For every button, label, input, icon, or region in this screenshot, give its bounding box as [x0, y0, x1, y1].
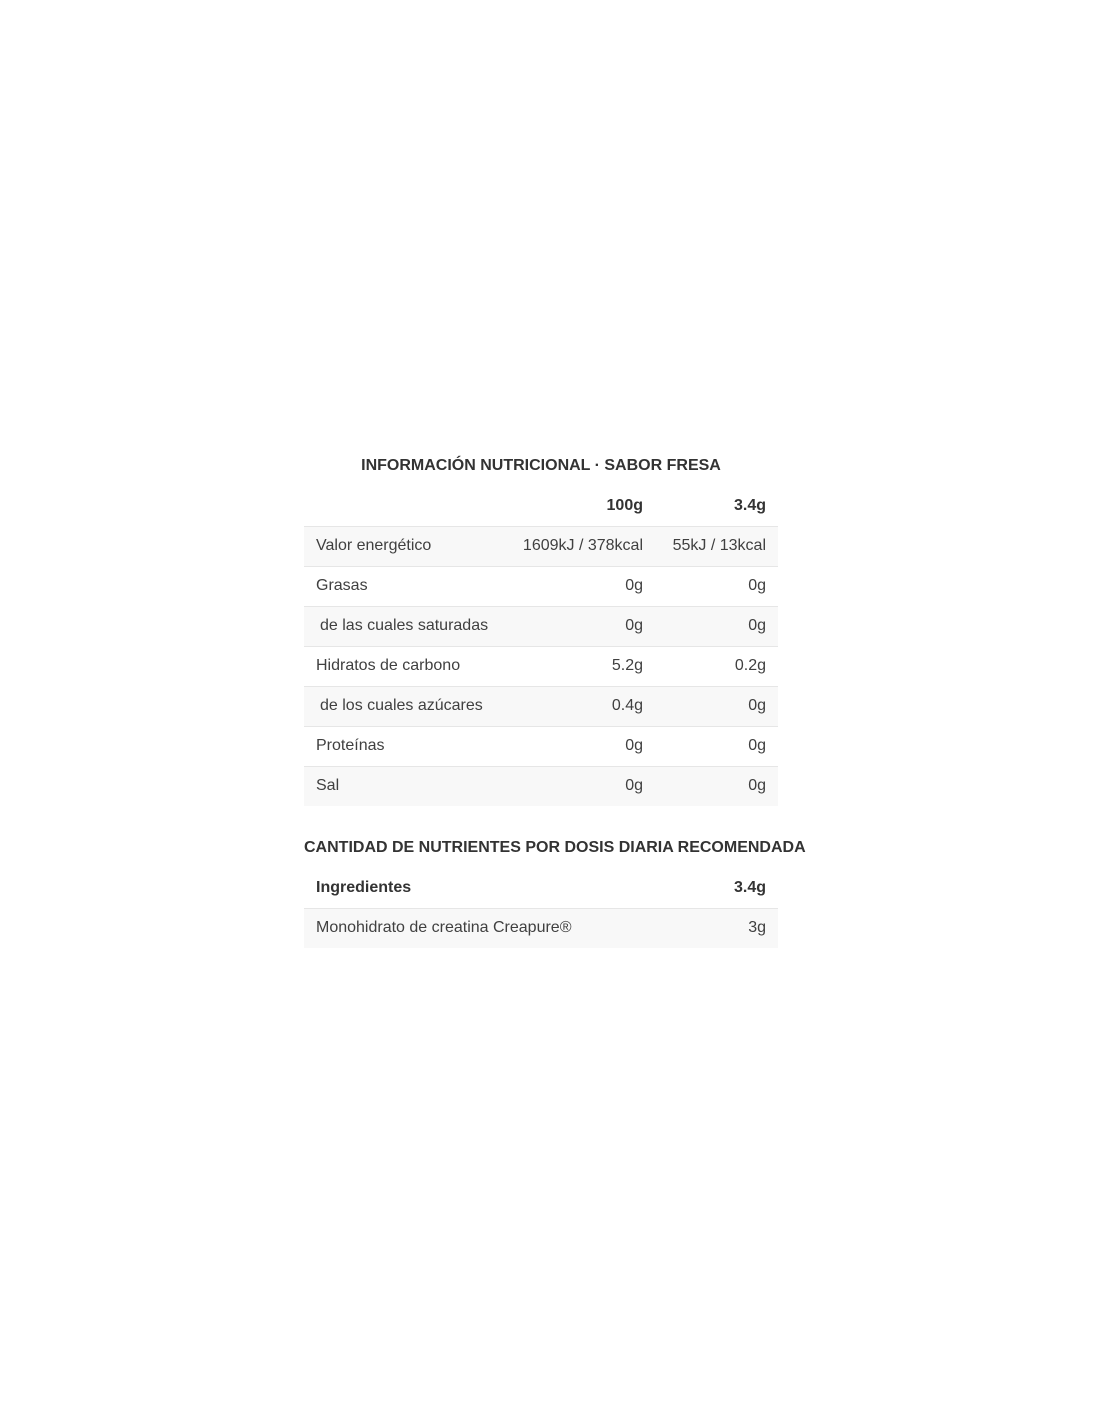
nutrition-panel [304, 446, 806, 948]
nutrition-table [304, 486, 778, 806]
nutrient-per-100g: 0g [625, 737, 643, 754]
nutrition-header-per-serving: 3.4g [733, 496, 766, 514]
ingredient-amount: 3g [748, 919, 766, 937]
table-row [304, 646, 778, 686]
nutrient-per-100g: 0g [625, 777, 643, 795]
nutrient-label: Grasas [316, 577, 368, 594]
dosage-header-row [304, 868, 778, 908]
nutrient-per-serving: 0g [748, 777, 766, 795]
nutrient-per-serving: 0.2g [734, 657, 766, 674]
nutrition-header-per-100g: 100g [606, 496, 643, 514]
nutrient-per-serving: 0g [748, 577, 766, 594]
table-row [304, 686, 778, 726]
nutrient-per-serving: 55kJ / 13kcal [672, 537, 766, 554]
nutrition-header-row [304, 486, 778, 526]
nutrient-label: Proteínas [316, 737, 385, 754]
nutrient-per-100g: 0g [625, 577, 643, 594]
dosage-table [304, 868, 778, 948]
table-row [304, 726, 778, 766]
ingredient-label: Monohidrato de creatina Creapure® [316, 919, 572, 937]
nutrient-per-serving: 0g [748, 697, 766, 714]
nutrient-label: de las cuales saturadas [320, 617, 489, 634]
nutrient-label: Hidratos de carbono [316, 657, 461, 674]
nutrient-per-100g: 0g [625, 617, 643, 634]
nutrient-label: Valor energético [316, 537, 432, 554]
nutrient-label: de los cuales azúcares [320, 697, 483, 714]
nutrient-per-100g: 1609kJ / 378kcal [522, 537, 643, 554]
table-row [304, 766, 778, 806]
nutrient-per-100g: 5.2g [611, 657, 643, 674]
nutrient-label: Sal [316, 777, 340, 795]
table-row [304, 606, 778, 646]
table-row [304, 566, 778, 606]
nutrient-per-serving: 0g [748, 737, 766, 754]
table-row [304, 526, 778, 566]
dosage-header-amount: 3.4g [733, 878, 766, 896]
nutrition-header-nutrient [304, 486, 504, 526]
dosage-header-ingredients: Ingredientes [316, 878, 412, 896]
nutrient-per-serving: 0g [748, 617, 766, 634]
table-row [304, 908, 778, 948]
nutrition-title: INFORMACIÓN NUTRICIONAL · SABOR FRESA [361, 457, 721, 474]
dosage-title: CANTIDAD DE NUTRIENTES POR DOSIS DIARIA RECOMENDADA [304, 839, 806, 856]
nutrient-per-100g: 0.4g [611, 697, 643, 714]
